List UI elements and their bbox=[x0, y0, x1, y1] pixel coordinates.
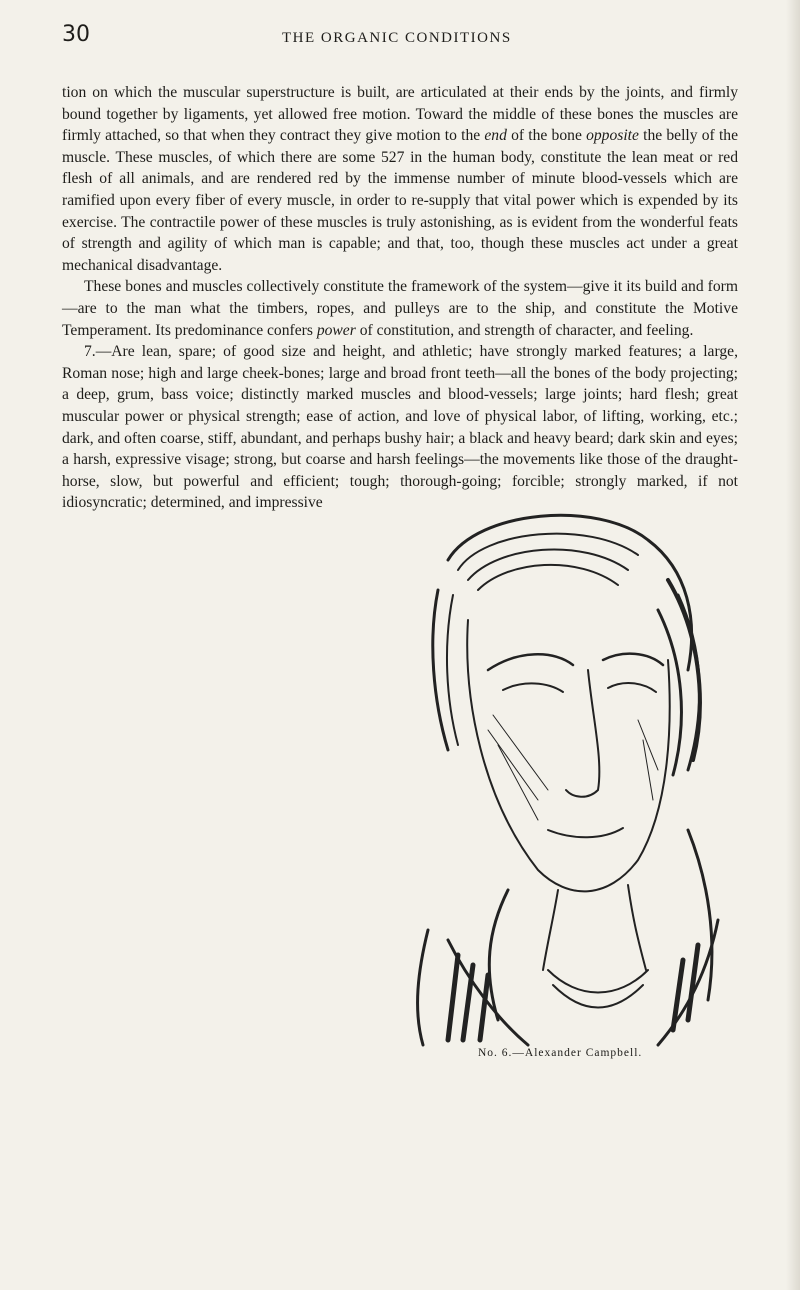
paragraph-2-part-a: These bones and muscles collectively constitute the framework of the system—give it its build and form—are to the man what the timbers, ropes, and pulleys are to the ship, and constitute the Motive Temperament. Its predominance confers bbox=[62, 278, 738, 339]
paragraph-1-part-c: the belly of the muscle. These muscles, of which there are some 527 in the human body, constitute the lean meat or red flesh of all animals, and are rendered red by the immense number of minute blood-vessels which are ramified upon every fiber of every muscle, in order to re-supply that vital power which is expended by its exercise. The contractile power of these muscles is truly astonishing, as is evident from the wonderful feats of strength and agility of which man is capable; and that, too, though these muscles act under a great mechanical disadvantage. bbox=[62, 127, 738, 274]
paragraph-3 bbox=[62, 341, 738, 514]
paragraph-2-part-b: of constitution, and strength of character, and feeling. bbox=[355, 321, 694, 339]
page-edge-shadow bbox=[786, 0, 800, 1290]
paragraph-3-part-b: dark skin and eyes; a harsh, expressive visage; strong, but coarse and harsh feelings—the movements like those of the draught-horse, slow, but powerful and efficient; tough; thorough-going; forcible; strongly marked, if not idiosyncratic; determined, and impressive bbox=[62, 429, 738, 512]
page-number: 30 bbox=[62, 22, 90, 47]
running-title: THE ORGANIC CONDITIONS bbox=[282, 30, 512, 46]
portrait-engraving bbox=[388, 500, 748, 1055]
emphasis-power: power bbox=[316, 321, 356, 339]
paragraph-1 bbox=[62, 82, 738, 276]
paragraph-3-part-a: —Are lean, spare; of good size and height, and athletic; have strongly marked features; a large, Roman nose; high and large cheek-bones; large and broad front teeth—all the bones of the body projecting; a deep, grum, bass voice; distinctly marked muscles and blood-vessels; large joints; hard flesh; great muscular power or physical strength; ease of action, and love of physical labor, of lifting, working, etc.; dark, and often coarse, stiff, abundant, and perhaps bushy hair; a black and heavy beard; bbox=[62, 343, 738, 447]
paragraph-2 bbox=[62, 276, 738, 341]
paragraph-1-part-a: tion on which the muscular superstructure is built, are articulated at their ends by the joints, and firmly bound together by ligaments, yet allowed free motion. Toward the middle of these bones the muscles are firmly attached, so that when they contract they give motion to the bbox=[62, 84, 738, 145]
item-number: 7. bbox=[84, 343, 96, 361]
page-header bbox=[62, 22, 732, 62]
body-text bbox=[62, 82, 738, 514]
paragraph-1-part-b: of the bone bbox=[506, 127, 587, 145]
emphasis-opposite: opposite bbox=[586, 127, 639, 145]
figure-caption: No. 6.—Alexander Campbell. bbox=[478, 1047, 643, 1059]
emphasis-end: end bbox=[484, 127, 507, 145]
